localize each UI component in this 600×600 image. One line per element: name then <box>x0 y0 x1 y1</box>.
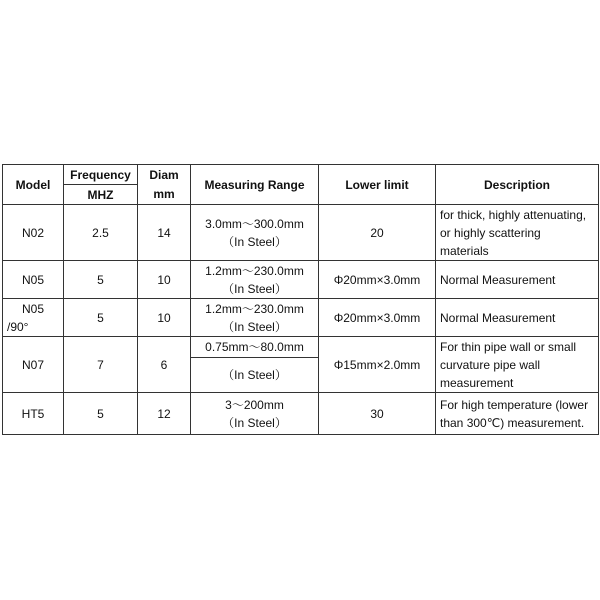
cell-diam: 10 <box>138 299 191 337</box>
description-line: for thick, highly attenuating, <box>440 207 587 222</box>
header-diam: Diam <box>138 165 191 185</box>
range-value: 3～200mm <box>225 397 284 412</box>
range-material: （In Steel） <box>222 319 287 334</box>
probe-spec-table <box>2 164 599 435</box>
header-frequency: Frequency <box>64 165 138 185</box>
header-model: Model <box>3 165 64 205</box>
cell-frequency: 7 <box>64 337 138 393</box>
cell-lower-limit: 20 <box>319 205 436 261</box>
cell-model: N07 <box>3 337 64 393</box>
table-row <box>3 337 599 393</box>
cell-model: N05 <box>3 261 64 299</box>
range-material: （In Steel） <box>222 415 287 430</box>
cell-measuring-range <box>191 205 319 261</box>
cell-diam: 12 <box>138 393 191 435</box>
cell-model: N02 <box>3 205 64 261</box>
description-line: For high temperature (lower <box>440 397 589 412</box>
range-value: 1.2mm～230.0mm <box>205 263 304 278</box>
cell-lower-limit: 30 <box>319 393 436 435</box>
cell-frequency: 5 <box>64 393 138 435</box>
description-line: For thin pipe wall or small <box>440 339 577 354</box>
cell-model: HT5 <box>3 393 64 435</box>
model-variant: /90° <box>7 319 29 334</box>
header-description: Description <box>436 165 599 205</box>
cell-description <box>436 337 599 393</box>
cell-lower-limit: Φ15mm×2.0mm <box>319 337 436 393</box>
cell-measuring-range <box>191 261 319 299</box>
cell-model <box>3 299 64 337</box>
header-frequency-unit: MHZ <box>64 185 138 205</box>
description-line: or highly scattering <box>440 225 541 240</box>
cell-description <box>436 299 599 337</box>
cell-description <box>436 205 599 261</box>
description-line: Normal Measurement <box>440 272 556 287</box>
range-material: （In Steel） <box>222 281 287 296</box>
header-lower-limit: Lower limit <box>319 165 436 205</box>
description-line: curvature pipe wall <box>440 357 541 372</box>
cell-diam: 14 <box>138 205 191 261</box>
range-value: 3.0mm～300.0mm <box>205 216 304 231</box>
cell-description <box>436 393 599 435</box>
table-row <box>3 261 599 299</box>
header-row <box>3 165 599 185</box>
description-line: than 300℃) measurement. <box>440 415 585 430</box>
cell-frequency: 2.5 <box>64 205 138 261</box>
cell-frequency: 5 <box>64 261 138 299</box>
header-measuring-range: Measuring Range <box>191 165 319 205</box>
range-material: （In Steel） <box>222 234 287 249</box>
model-name: N05 <box>21 301 44 316</box>
cell-description <box>436 261 599 299</box>
description-line: measurement <box>440 375 514 390</box>
cell-measuring-range <box>191 299 319 337</box>
cell-measuring-range <box>191 337 319 393</box>
table-row <box>3 205 599 261</box>
table-row <box>3 393 599 435</box>
cell-lower-limit: Φ20mm×3.0mm <box>319 261 436 299</box>
description-line: materials <box>440 243 489 258</box>
header-diam-unit: mm <box>138 185 191 205</box>
cell-frequency: 5 <box>64 299 138 337</box>
range-material: （In Steel） <box>222 368 287 382</box>
table-row <box>3 299 599 337</box>
cell-measuring-range <box>191 393 319 435</box>
cell-diam: 10 <box>138 261 191 299</box>
cell-lower-limit: Φ20mm×3.0mm <box>319 299 436 337</box>
range-value: 1.2mm～230.0mm <box>205 301 304 316</box>
description-line: Normal Measurement <box>440 310 556 325</box>
range-value: 0.75mm～80.0mm <box>191 337 318 358</box>
cell-diam: 6 <box>138 337 191 393</box>
